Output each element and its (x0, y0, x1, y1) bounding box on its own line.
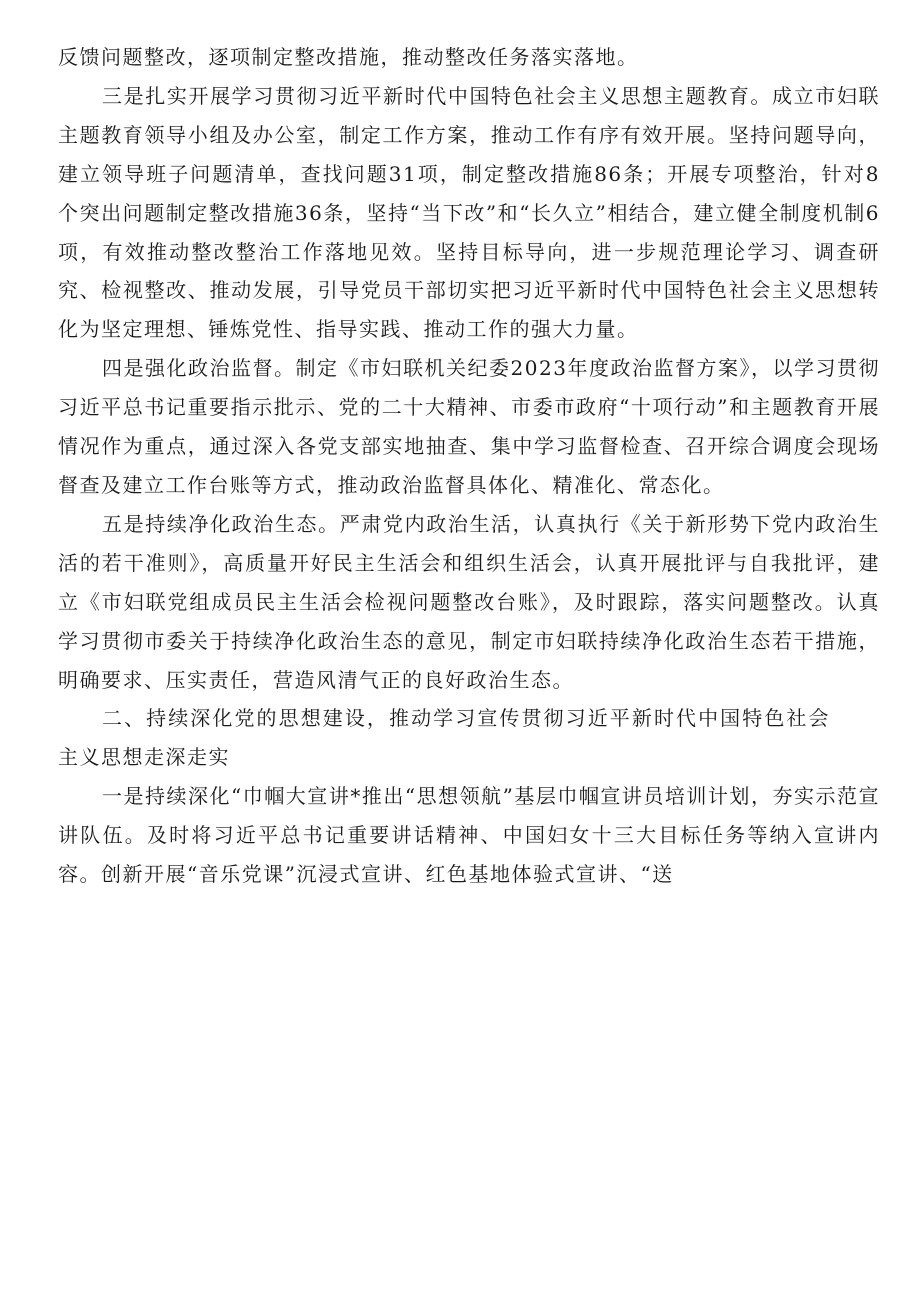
section-heading-2: 二、持续深化党的思想建设，推动学习宣传贯彻习近平新时代中国特色社会主义思想走深走实 (58, 706, 830, 770)
paragraph-continuation: 反馈问题整改，逐项制定整改措施，推动整改任务落实落地。 (58, 45, 639, 69)
document-page (58, 38, 880, 894)
paragraph-propaganda: 一是持续深化“巾帼大宣讲*推出“思想领航”基层巾帼宣讲员培训计划，夯实示范宣讲队伍。及时将习近平总书记重要讲话精神、中国妇女十三大目标任务等纳入宣讲内容。创新开展“音乐党课”沉浸式宣讲、红色基地体验式宣讲、“送 (58, 784, 880, 887)
paragraph-theme-education: 三是扎实开展学习贯彻习近平新时代中国特色社会主义思想主题教育。成立市妇联主题教育领导小组及办公室，制定工作方案，推动工作有序有效开展。坚持问题导向，建立领导班子问题清单，查找问题31项，制定整改措施86条；开展专项整治，针对8个突出问题制定整改措施36条，坚持“当下改”和“长久立”相结合，建立健全制度机制6项，有效推动整改整治工作落地见效。坚持目标导向，进一步规范理论学习、调查研究、检视整改、推动发展，引导党员干部切实把习近平新时代中国特色社会主义思想转化为坚定理想、锤炼党性、指导实践、推动工作的强大力量。 (58, 83, 880, 342)
paragraph-political-supervision: 四是强化政治监督。制定《市妇联机关纪委2023年度政治监督方案》，以学习贯彻习近平总书记重要指示批示、党的二十大精神、市委市政府“十项行动”和主题教育开展情况作为重点，通过深入各党支部实地抽查、集中学习监督检查、召开综合调度会现场督查及建立工作台账等方式，推动政治监督具体化、精准化、常态化。 (58, 356, 880, 497)
paragraph-political-ecology: 五是持续净化政治生态。严肃党内政治生活，认真执行《关于新形势下党内政治生活的若干准则》，高质量开好民主生活会和组织生活会，认真开展批评与自我批评，建立《市妇联党组成员民主生活会检视问题整改台账》，及时跟踪，落实问题整改。认真学习贯彻市委关于持续净化政治生态的意见，制定市妇联持续净化政治生态若干措施，明确要求、压实责任，营造风清气正的良好政治生态。 (58, 511, 880, 692)
